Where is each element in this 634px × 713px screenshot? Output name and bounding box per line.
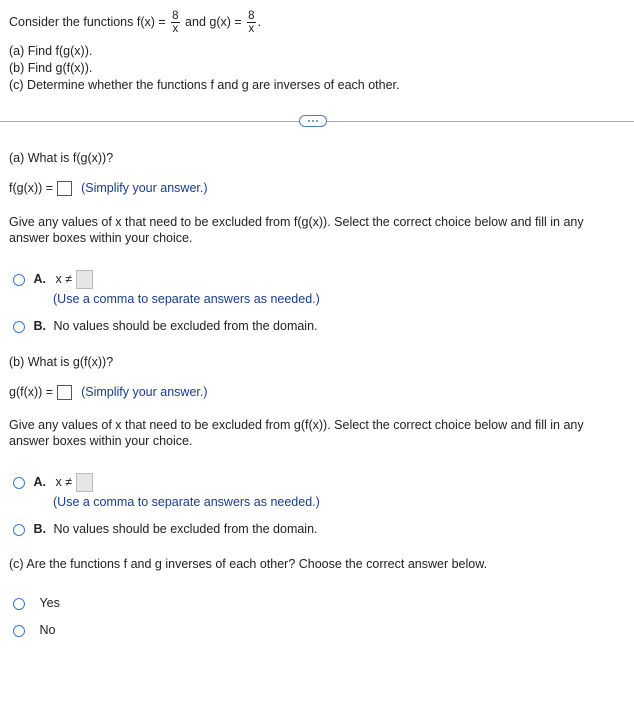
choice-a-text: x ≠ — [55, 271, 73, 286]
choice-letter: B. — [33, 319, 46, 333]
part-a-answer-row — [9, 181, 208, 196]
dot-icon — [312, 120, 314, 122]
choice-letter: A. — [33, 474, 46, 489]
part-b-instructions-2: answer boxes within your choice. — [9, 434, 193, 448]
radio-icon[interactable] — [13, 524, 25, 536]
f-denominator: x — [172, 23, 179, 35]
intro-prefix: Consider the functions f(x) = — [9, 14, 166, 29]
choice-letter: B. — [33, 522, 46, 536]
choice-b-text: No values should be excluded from the domain. — [53, 319, 318, 333]
part-b-question: (b) What is g(f(x))? — [9, 355, 114, 369]
choice-letter: A. — [33, 271, 46, 286]
task-c: (c) Determine whether the functions f and g are inverses of each other. — [9, 78, 400, 92]
choice-a-text: x ≠ — [55, 474, 73, 489]
part-a-question: (a) What is f(g(x))? — [9, 151, 114, 165]
part-a-choice-a[interactable] — [13, 270, 93, 289]
radio-icon[interactable] — [13, 625, 25, 637]
dot-icon — [316, 120, 318, 122]
part-b-choice-a[interactable] — [13, 473, 93, 492]
part-c-option-yes[interactable] — [13, 596, 60, 610]
problem-statement — [9, 10, 261, 35]
part-a-expr: f(g(x)) = — [9, 181, 54, 195]
part-a-hint: (Simplify your answer.) — [81, 181, 208, 195]
part-a-instructions-2: answer boxes within your choice. — [9, 231, 193, 245]
part-c-question: (c) Are the functions f and g inverses of each other? Choose the correct answer below. — [9, 557, 488, 571]
part-b-hint: (Simplify your answer.) — [81, 385, 208, 399]
part-a-exclusion-input[interactable] — [76, 270, 93, 289]
radio-icon[interactable] — [13, 321, 25, 333]
part-a-answer-input[interactable] — [57, 181, 72, 196]
part-b-exclusion-input[interactable] — [76, 473, 93, 492]
g-fraction — [246, 10, 256, 35]
part-a-choice-b[interactable] — [13, 319, 318, 333]
expand-button[interactable] — [299, 115, 327, 127]
intro-end: . — [257, 14, 262, 29]
task-a: (a) Find f(g(x)). — [9, 44, 93, 58]
part-b-answer-input[interactable] — [57, 385, 72, 400]
part-b-answer-row — [9, 385, 208, 400]
part-b-expr: g(f(x)) = — [9, 385, 54, 399]
f-fraction — [170, 10, 180, 35]
choice-b-text: No values should be excluded from the domain. — [53, 522, 318, 536]
part-b-choice-b[interactable] — [13, 522, 318, 536]
g-numerator: 8 — [248, 10, 255, 22]
radio-icon[interactable] — [13, 598, 25, 610]
part-b-choice-a-hint: (Use a comma to separate answers as needed.) — [53, 495, 320, 509]
part-a-choice-a-hint: (Use a comma to separate answers as needed.) — [53, 292, 320, 306]
part-c-option-no[interactable] — [13, 623, 55, 637]
g-denominator: x — [248, 23, 255, 35]
radio-icon[interactable] — [13, 274, 25, 286]
intro-conj: and g(x) = — [185, 14, 242, 29]
part-b-instructions-1: Give any values of x that need to be excluded from g(f(x)). Select the correct choice below and fill in any — [9, 418, 584, 432]
part-a-instructions-1: Give any values of x that need to be excluded from f(g(x)). Select the correct choice below and fill in any — [9, 215, 584, 229]
option-label: No — [39, 623, 56, 637]
f-numerator: 8 — [172, 10, 179, 22]
radio-icon[interactable] — [13, 477, 25, 489]
dot-icon — [308, 120, 310, 122]
option-label: Yes — [39, 596, 60, 610]
task-b: (b) Find g(f(x)). — [9, 61, 93, 75]
